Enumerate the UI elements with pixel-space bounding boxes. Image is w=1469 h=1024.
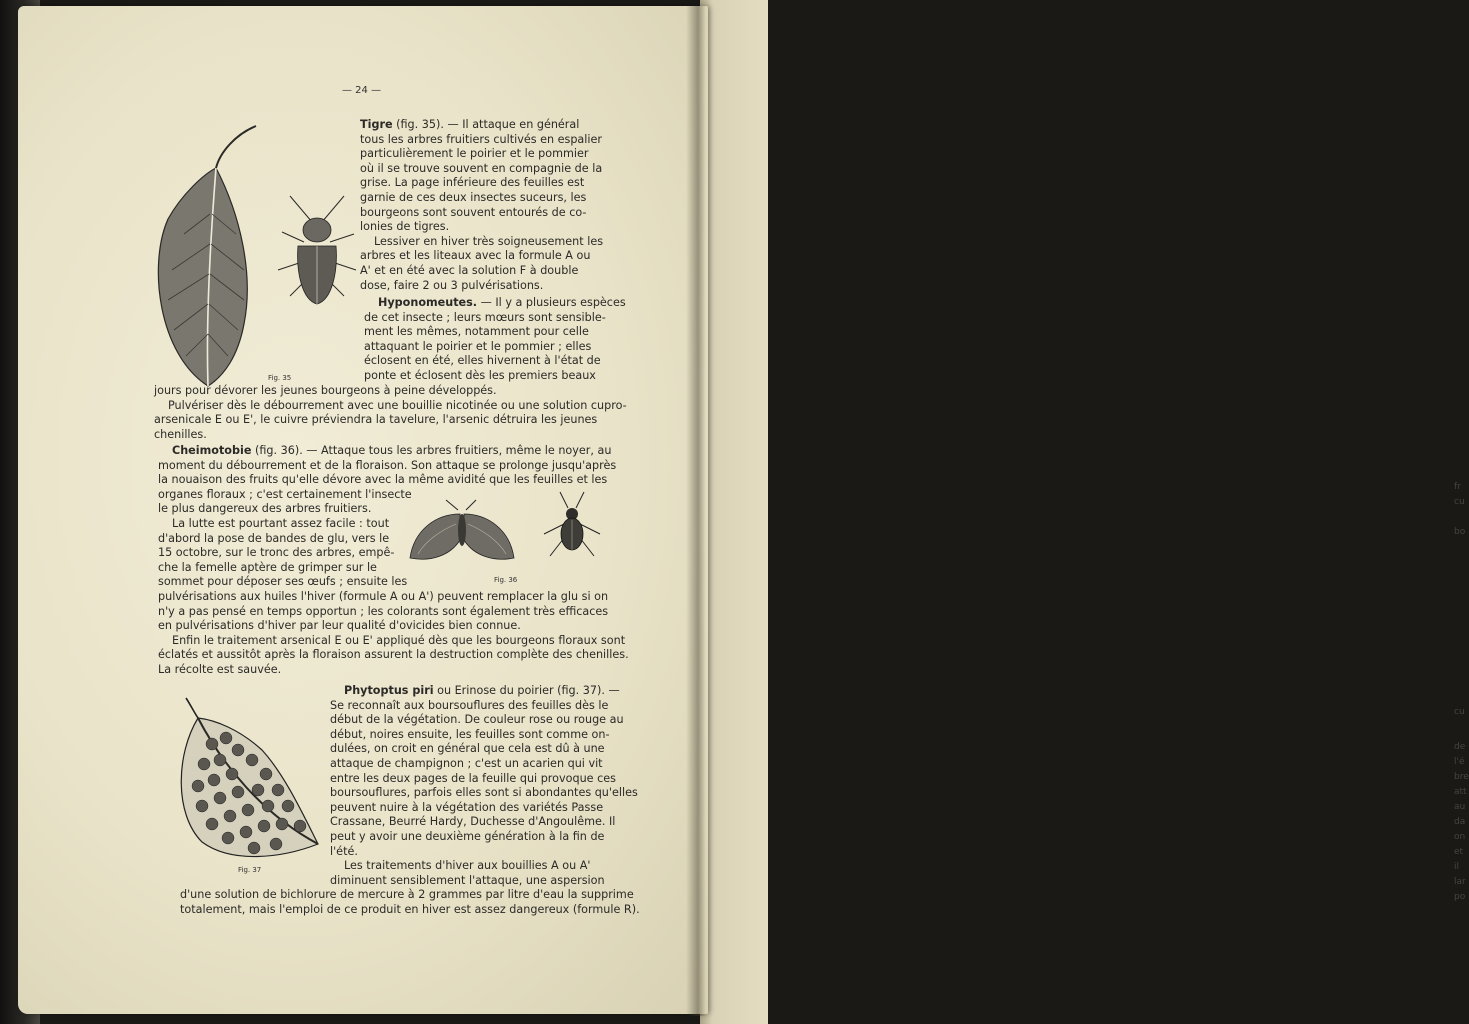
fig-36-caption: Fig. 36 xyxy=(494,576,518,584)
facing-page xyxy=(700,0,1469,1024)
facing-text-4: cu xyxy=(1454,707,1465,717)
tigre-title: Tigre xyxy=(360,118,393,131)
erinose-leaf-illustration xyxy=(172,694,324,862)
page-number: — 24 — xyxy=(342,85,382,96)
phytoptus-paragraph: Phytoptus piri ou Erinose du poirier (fig. 37). — Se reconnaît aux boursouflures des feuilles dès le début de la végétation. De couleur rose ou rouge au début, noires ensuite, les feuilles sont comme on- dulées, on croit en général que cela est dû à une attaque de champignon ; c'est un acarien qui vit entre les deux pages de la feuille qui provoque ces boursouflures, parfois elles sont si abondantes qu'elles peuvent nuire à la végétation des variétés Passe Crassane, Beurré Hardy, Duchesse d'Angoulême. Il peut y avoir une deuxième génération à la fin de l'été. Les traitements d'hiver aux bouillies A ou A' diminuent sensiblement l'attaque, une aspersion xyxy=(330,684,638,887)
facing-text-8: att xyxy=(1454,787,1467,797)
facing-text-5: de xyxy=(1454,742,1466,752)
book-gutter xyxy=(686,6,706,1016)
facing-text-12: et xyxy=(1454,847,1464,857)
facing-text-7: bre xyxy=(1454,772,1469,782)
leaf-illustration xyxy=(148,124,258,390)
facing-text-10: da xyxy=(1454,817,1466,827)
facing-text-6: l'é xyxy=(1454,757,1465,767)
facing-text-11: on xyxy=(1454,832,1466,842)
cheimotobie-paragraph: Cheimotobie (fig. 36). — Attaque tous les arbres fruitiers, même le noyer, au moment du débourrement et de la floraison. Son attaque se prolonge jusqu'après la nouaison des fruits qu'elle dévore avec la même avidité que les feuilles et les organes floraux ; c'est certainement l'insecte le plus dangereux des arbres fruitiers. La lutte est pourtant assez facile : tout d'abord la pose de bandes de glu, vers le 15 octobre, sur le tronc des arbres, empê- che la femelle aptère de grimper sur le sommet pour déposer ses œufs ; ensuite les pulvérisations aux huiles l'hiver (formule A ou A') peuvent remplacer la glu si on n'y a pas pensé en temps opportun ; les colorants sont également très efficaces en pulvérisations d'hiver par leur qualité d'ovicides bien connue. Enfin le traitement arsenical E ou E' appliqué dès que les bourgeons floraux sont éclatés et aussitôt après la floraison assurent la destruction complète des chenilles. La récolte est sauvée. xyxy=(158,444,629,676)
fig-35-caption: Fig. 35 xyxy=(268,374,292,382)
facing-text-3: bo xyxy=(1454,527,1466,537)
beetle-illustration xyxy=(540,490,604,566)
tigre-bug-illustration xyxy=(272,192,362,308)
facing-text-1: fr xyxy=(1454,482,1461,492)
phytoptus-continuation: d'une solution de bichlorure de mercure à 2 grammes par litre d'eau la supprime totalement, mais l'emploi de ce produit en hiver est assez dangereux (formule R). xyxy=(180,888,640,916)
moth-illustration xyxy=(406,500,518,570)
facing-text-15: po xyxy=(1454,892,1466,902)
hyponomeutes-continuation: jours pour dévorer les jeunes bourgeons à peine développés. Pulvériser dès le débourrement avec une bouillie nicotinée ou une solution cupro- arsenicale E ou E', le cuivre préviendra la tavelure, l'arsenic détruira les jeunes chenilles. xyxy=(154,384,627,441)
cheimotobie-title: Cheimotobie xyxy=(172,444,252,457)
facing-text-13: il xyxy=(1454,862,1460,872)
tigre-paragraph: Tigre (fig. 35). — Il attaque en général tous les arbres fruitiers cultivés en espalier particulièrement le poirier et le pommier où il se trouve souvent en compagnie de la grise. La page inférieure des feuilles est garnie de ces deux insectes suceurs, les bourgeons sont souvent entourés de co- lonies de tigres. Lessiver en hiver très soigneusement les arbres et les liteaux avec la formule A ou A' et en été avec la solution F à double dose, faire 2 ou 3 pulvérisations. xyxy=(360,118,604,292)
phytoptus-title: Phytoptus piri xyxy=(344,684,434,697)
fig-37-caption: Fig. 37 xyxy=(238,866,262,874)
facing-text-14: lar xyxy=(1454,877,1466,887)
hyponomeutes-title: Hyponomeutes. xyxy=(378,296,478,309)
facing-text-9: au xyxy=(1454,802,1466,812)
facing-text-2: cu xyxy=(1454,497,1465,507)
hyponomeutes-paragraph: Hyponomeutes. — Il y a plusieurs espèces de cet insecte ; leurs mœurs sont sensible- ment les mêmes, notamment pour celle attaquant le poirier et le pommier ; elles éclosent en été, elles hivernent à l'état de ponte et éclosent dès les premiers beaux xyxy=(364,296,626,382)
